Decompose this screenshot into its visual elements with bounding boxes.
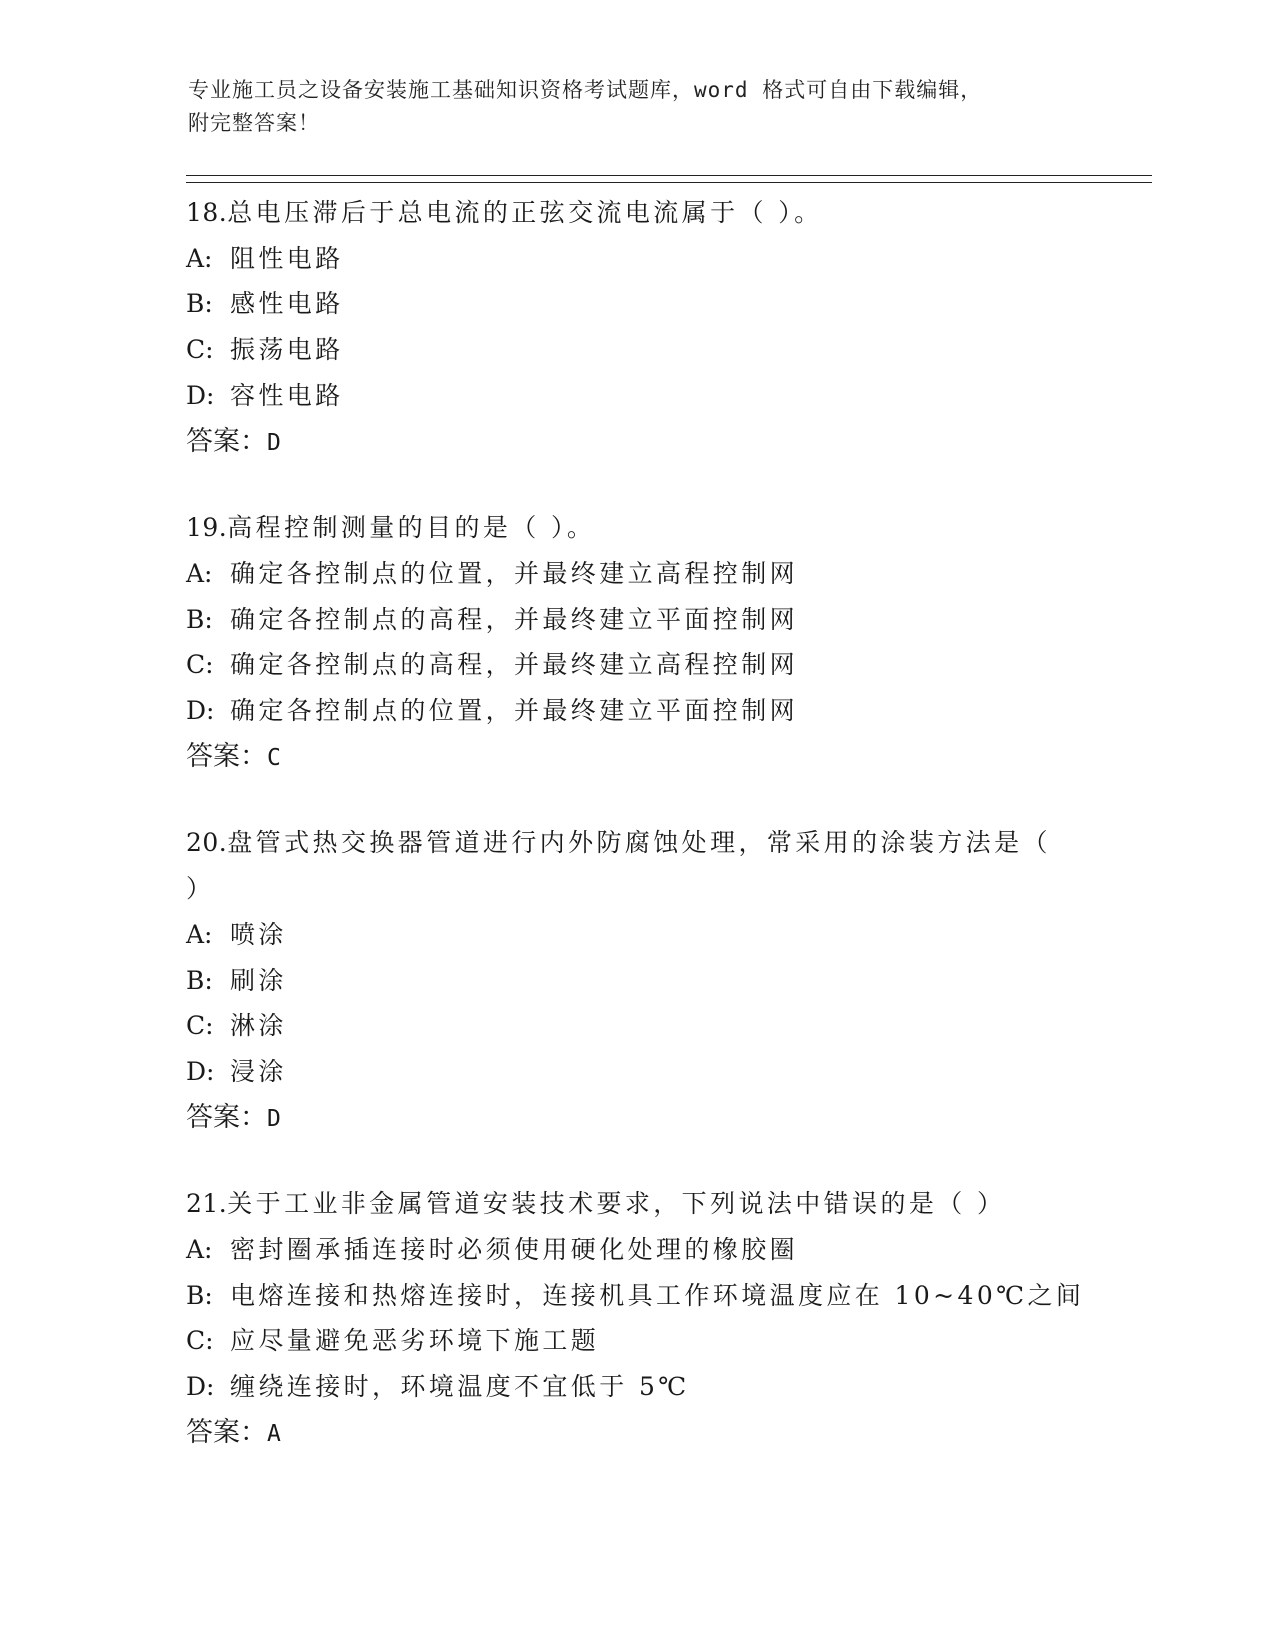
question-stem	[186, 190, 1146, 236]
header-line-1: 专业施工员之设备安装施工基础知识资格考试题库，word 格式可自由下载编辑，	[188, 78, 983, 102]
option-d	[186, 373, 1146, 419]
question-number: 19.	[186, 513, 228, 543]
option-key: A:	[186, 919, 213, 949]
option-key: C:	[186, 335, 214, 365]
question-20	[186, 820, 1146, 1142]
option-a	[186, 912, 1146, 958]
option-text: 浸涂	[230, 1056, 287, 1086]
option-key: A:	[186, 1235, 213, 1265]
question-stem	[186, 505, 1146, 551]
option-text: 刷涂	[230, 965, 287, 995]
option-text: 确定各控制点的位置，并最终建立高程控制网	[230, 558, 799, 588]
option-b	[186, 958, 1146, 1004]
option-d	[186, 1049, 1146, 1095]
answer-value: C	[267, 744, 281, 771]
question-18	[186, 190, 1146, 466]
option-a	[186, 236, 1146, 282]
option-text: 确定各控制点的高程，并最终建立高程控制网	[230, 650, 799, 680]
answer-label: 答案：	[186, 740, 267, 772]
header-line-2: 附完整答案！	[188, 111, 320, 135]
option-a	[186, 1227, 1146, 1273]
option-c	[186, 642, 1146, 688]
question-19	[186, 505, 1146, 781]
option-text: 密封圈承插连接时必须使用硬化处理的橡胶圈	[230, 1235, 799, 1265]
answer-line	[186, 419, 1146, 467]
option-b	[186, 1273, 1146, 1319]
option-key: D:	[186, 380, 215, 410]
option-text: 喷涂	[230, 919, 287, 949]
option-c	[186, 327, 1146, 373]
question-stem-continuation: ）	[186, 874, 215, 904]
option-key: B:	[186, 289, 213, 319]
option-text: 确定各控制点的位置，并最终建立平面控制网	[230, 696, 799, 726]
question-number: 20.	[186, 828, 228, 858]
question-text: 关于工业非金属管道安装技术要求，下列说法中错误的是（ ）	[227, 1189, 1006, 1219]
answer-value: D	[267, 1105, 281, 1132]
answer-value: A	[267, 1420, 281, 1447]
option-key: D:	[186, 696, 215, 726]
option-key: B:	[186, 965, 213, 995]
question-text: 盘管式热交换器管道进行内外防腐蚀处理，常采用的涂装方法是（	[227, 828, 1051, 858]
question-stem	[186, 820, 1146, 866]
option-key: D:	[186, 1372, 215, 1402]
question-number: 21.	[186, 1189, 228, 1219]
option-text: 确定各控制点的高程，并最终建立平面控制网	[230, 604, 799, 634]
option-key: A:	[186, 558, 213, 588]
header-divider-bottom	[186, 182, 1152, 183]
answer-label: 答案：	[186, 1416, 267, 1448]
question-list	[186, 190, 1146, 1458]
option-c	[186, 1003, 1146, 1049]
option-key: D:	[186, 1056, 215, 1086]
answer-label: 答案：	[186, 1101, 267, 1133]
answer-line	[186, 1095, 1146, 1143]
option-text: 阻性电路	[230, 243, 344, 273]
option-b	[186, 281, 1146, 327]
option-a	[186, 551, 1146, 597]
option-c	[186, 1318, 1146, 1364]
option-d	[186, 1364, 1146, 1410]
answer-label: 答案：	[186, 425, 267, 457]
answer-value: D	[267, 429, 281, 456]
option-key: A:	[186, 243, 213, 273]
option-text: 缠绕连接时，环境温度不宜低于 5℃	[230, 1372, 690, 1402]
option-text: 容性电路	[230, 380, 344, 410]
answer-line	[186, 734, 1146, 782]
option-b	[186, 597, 1146, 643]
option-text: 振荡电路	[230, 335, 344, 365]
question-number: 18.	[186, 198, 228, 227]
option-text: 淋涂	[230, 1011, 287, 1041]
option-key: C:	[186, 1326, 214, 1356]
option-key: B:	[186, 604, 213, 634]
question-text: 高程控制测量的目的是（ ）。	[227, 513, 596, 543]
option-text: 电熔连接和热熔连接时，连接机具工作环境温度应在 10~40℃之间	[230, 1280, 1085, 1310]
answer-line	[186, 1410, 1146, 1458]
option-key: B:	[186, 1280, 213, 1310]
option-key: C:	[186, 650, 214, 680]
option-d	[186, 688, 1146, 734]
question-21	[186, 1181, 1146, 1457]
question-stem	[186, 1181, 1146, 1227]
header-divider-top	[186, 175, 1152, 176]
option-text: 感性电路	[230, 289, 344, 319]
question-text: 总电压滞后于总电流的正弦交流电流属于（ ）。	[227, 198, 823, 227]
option-key: C:	[186, 1011, 214, 1041]
document-header	[188, 74, 1068, 140]
option-text: 应尽量避免恶劣环境下施工题	[230, 1326, 600, 1356]
